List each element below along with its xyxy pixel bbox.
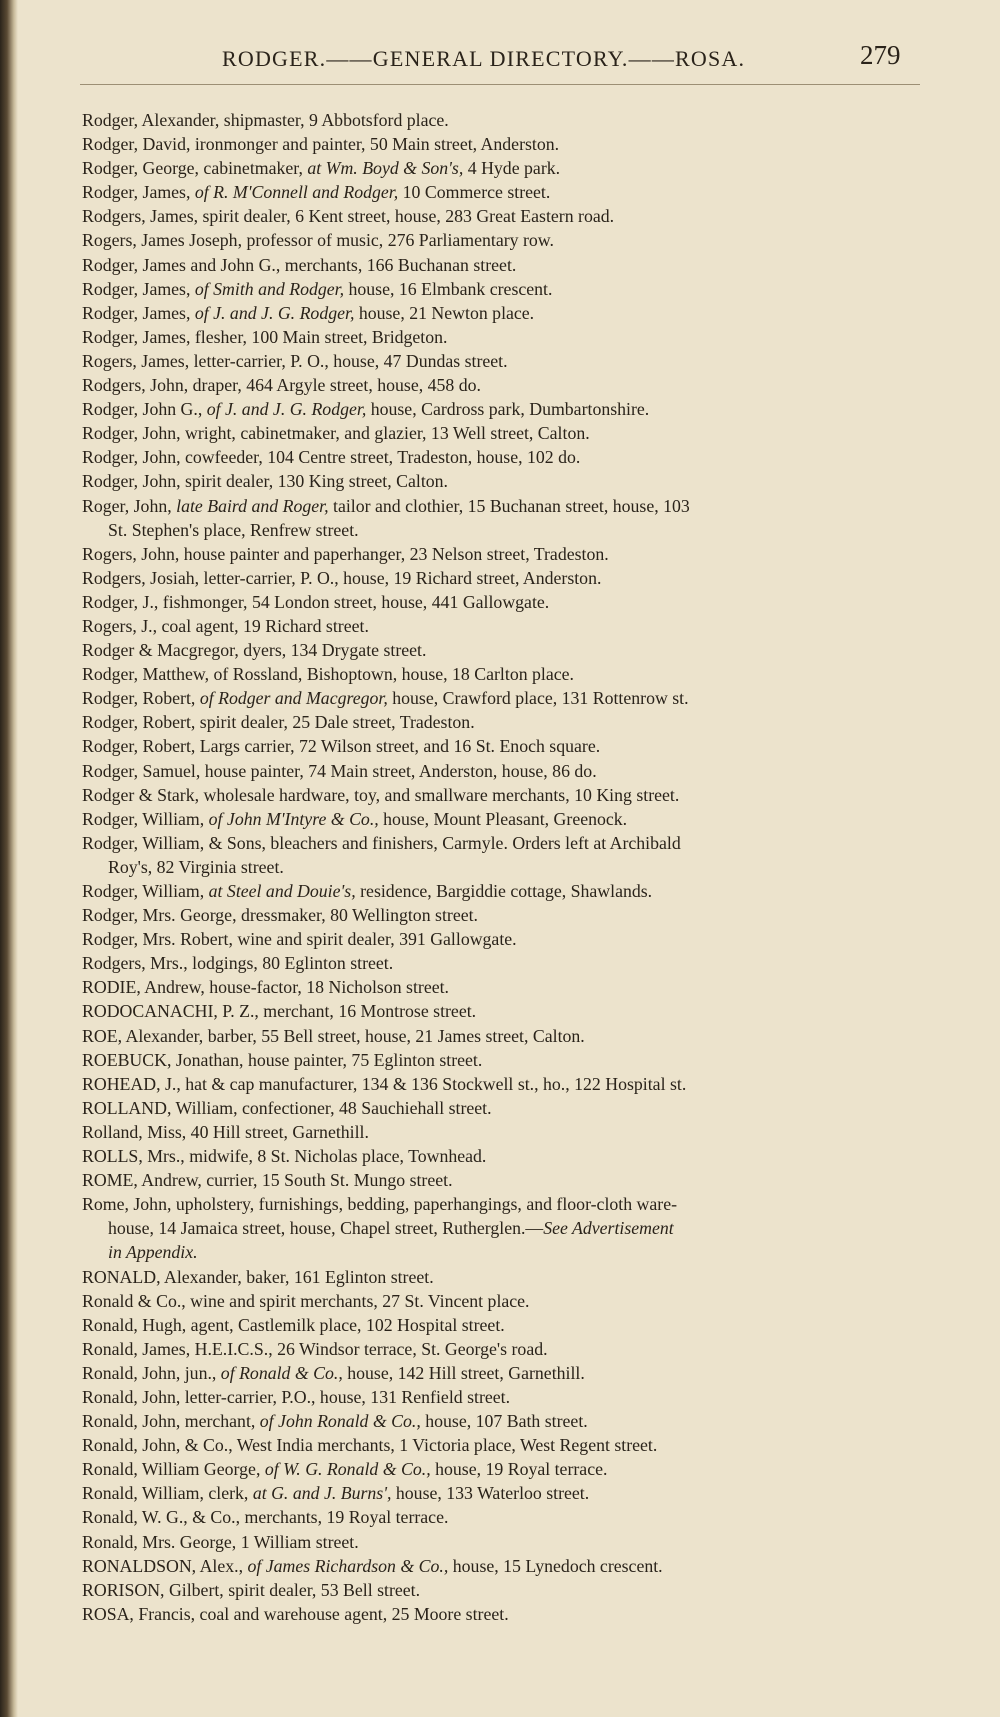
entry-text: house, 19 Royal terrace. [430,1459,608,1480]
entry-text: house, Crawford place, 131 Rottenrow st. [387,688,689,709]
entry-text: Ronald, John, jun., [82,1362,221,1383]
entry-italic-text: at Steel and Douie's, [208,881,356,901]
entry-text: Rodger, Robert, Largs carrier, 72 Wilson street, and 16 St. Enoch square. [82,736,601,757]
directory-entry [82,1096,922,1120]
entry-text: Rolland, Miss, 40 Hill street, Garnethill. [82,1121,369,1142]
entry-text: Rogers, James Joseph, professor of music, 276 Parliamentary row. [82,230,554,251]
entry-italic-text: in Appendix. [108,1242,198,1263]
directory-entry [82,1578,922,1602]
directory-entry [82,1024,922,1048]
directory-entry [82,301,922,325]
directory-entry [82,662,922,686]
entry-text: Ronald, John, letter-carrier, P.O., house, 131 Renfield street. [82,1386,511,1407]
entry-text: Rogers, James, letter-carrier, P. O., house, 47 Dundas street. [82,350,508,371]
directory-entry [82,156,922,180]
entry-text: Rodger, Alexander, shipmaster, 9 Abbotsford place. [82,110,449,130]
entry-text: Rodger, John, wright, cabinetmaker, and glazier, 13 Well street, Calton. [82,423,590,444]
directory-entry [82,1361,922,1385]
entry-text: RODIE, Andrew, house-factor, 18 Nicholson street. [82,977,450,998]
directory-entry [82,494,922,542]
directory-entry [82,1457,922,1481]
entry-italic-text: of Ronald & Co., [220,1362,343,1383]
header-rule [80,84,920,85]
entry-italic-text: at G. and J. Burns', [252,1483,392,1504]
entry-text: ROME, Andrew, currier, 15 South St. Mungo street. [82,1170,453,1191]
directory-entry [82,325,922,349]
directory-entry [82,108,922,132]
directory-entry [82,228,922,252]
entry-italic-text: of John M'Intyre & Co., [208,808,379,829]
entry-italic-text: of Rodger and Macgregor, [199,688,388,709]
directory-entry [82,542,922,566]
entry-text: Ronald, James, H.E.I.C.S., 26 Windsor terrace, St. George's road. [82,1338,548,1359]
entry-text: Rodger, James, [82,302,195,323]
directory-entry [82,204,922,228]
entry-text: Rodger, James, flesher, 100 Main street, Bridgeton. [82,326,448,347]
entry-italic-text: of R. M'Connell and Rodger, [194,182,399,203]
entry-text: Rodger, William, & Sons, bleachers and finishers, Carmyle. Orders left at Archibald [82,832,681,853]
directory-entries [82,108,922,1626]
entry-text: Rodger & Stark, wholesale hardware, toy, and smallware merchants, 10 King street. [82,784,680,805]
directory-entry [82,1530,922,1554]
entry-text: Rodger, Robert, spirit dealer, 25 Dale street, Tradeston. [82,712,475,733]
directory-entry [82,1289,922,1313]
directory-entry [82,469,922,493]
entry-text: Rodger, Mrs. George, dressmaker, 80 Wellington street. [82,905,478,926]
entry-italic-text: late Baird and Roger, [176,495,329,516]
entry-text: St. Stephen's place, Renfrew street. [108,519,359,540]
entry-italic-text: of J. and J. G. Rodger, [206,399,367,420]
entry-italic-text: of J. and J. G. Rodger, [194,302,355,323]
directory-entry [82,1481,922,1505]
entry-text: Rodger, John, cowfeeder, 104 Centre street, Tradeston, house, 102 do. [82,447,581,468]
entry-text: ROSA, Francis, coal and warehouse agent, 25 Moore street. [82,1603,509,1624]
entry-text: RODOCANACHI, P. Z., merchant, 16 Montrose street. [82,1001,477,1022]
directory-entry [82,1433,922,1457]
directory-entry [82,927,922,951]
entry-text: Rodger, John G., [82,399,207,420]
entry-text: house, 107 Bath street. [420,1411,588,1432]
entry-text: house, 21 Newton place. [354,302,535,323]
entry-text: house, Mount Pleasant, Greenock. [378,808,628,829]
running-head: RODGER.——GENERAL DIRECTORY.——ROSA. [222,46,746,71]
entry-text: Rodgers, John, draper, 464 Argyle street, house, 458 do. [82,375,481,396]
entry-text: Rodger, John, spirit dealer, 130 King street, Calton. [82,471,448,492]
directory-entry [82,1265,922,1289]
directory-entry [82,1602,922,1626]
entry-text: ROEBUCK, Jonathan, house painter, 75 Eglinton street. [82,1049,483,1070]
entry-text: ROE, Alexander, barber, 55 Bell street, house, 21 James street, Calton. [82,1025,585,1046]
directory-entry [82,1505,922,1529]
entry-text: house, 16 Elmbank crescent. [344,278,553,299]
directory-entry [82,1554,922,1578]
directory-entry [82,180,922,204]
entry-italic-text: of W. G. Ronald & Co., [264,1459,431,1480]
entry-text: house, 142 Hill street, Garnethill. [342,1362,585,1383]
page-binding-edge [0,0,18,1717]
entry-text: ROHEAD, J., hat & cap manufacturer, 134 & 136 Stockwell st., ho., 122 Hospital st. [82,1073,687,1094]
entry-italic-text: at Wm. Boyd & Son's, [307,158,464,179]
entry-text: Rodgers, Mrs., lodgings, 80 Eglinton street. [82,953,394,974]
directory-entry [82,831,922,879]
entry-text: Rodger, George, cabinetmaker, [82,158,308,179]
entry-text: house, 133 Waterloo street. [391,1483,590,1504]
directory-entry [82,1192,922,1264]
entry-text: Roger, John, [82,495,177,516]
directory-entry [82,975,922,999]
directory-entry [82,1144,922,1168]
entry-italic-text: of John Ronald & Co., [259,1411,421,1432]
directory-entry [82,253,922,277]
entry-text: Ronald, John, merchant, [82,1411,260,1432]
entry-text: Ronald & Co., wine and spirit merchants, 27 St. Vincent place. [82,1290,530,1311]
entry-text: ROLLS, Mrs., midwife, 8 St. Nicholas place, Townhead. [82,1146,487,1167]
directory-entry [82,999,922,1023]
entry-text: 10 Commerce street. [398,182,551,203]
directory-entry [82,421,922,445]
entry-text: Rodger, William, [82,881,209,901]
directory-entry [82,710,922,734]
entry-text: house, Cardross park, Dumbartonshire. [366,399,650,420]
directory-entry [82,1168,922,1192]
directory-entry [82,445,922,469]
entry-text: Rodger, David, ironmonger and painter, 50 Main street, Anderston. [82,134,560,155]
entry-text: Rome, John, upholstery, furnishings, bedding, paperhangings, and floor-cloth ware- [82,1194,678,1215]
directory-entry [82,349,922,373]
page-number: 279 [860,40,901,70]
entry-text: Rodger & Macgregor, dyers, 134 Drygate street. [82,640,427,661]
directory-entry [82,1072,922,1096]
entry-text: Rodger, James, [82,182,195,203]
directory-entry [82,734,922,758]
entry-italic-text: of James Richardson & Co., [247,1555,449,1576]
directory-entry [82,638,922,662]
directory-entry [82,879,922,903]
entry-text: Rodger, Samuel, house painter, 74 Main street, Anderston, house, 86 do. [82,760,597,781]
entry-text: 4 Hyde park. [463,158,561,179]
entry-text: tailor and clothier, 15 Buchanan street, house, 103 [328,495,690,516]
page-header [0,38,1000,78]
directory-entry [82,1385,922,1409]
directory-entry [82,373,922,397]
entry-text: Rodger, Mrs. Robert, wine and spirit dealer, 391 Gallowgate. [82,929,517,950]
entry-text: Rogers, John, house painter and paperhanger, 23 Nelson street, Tradeston. [82,543,609,564]
directory-entry [82,614,922,638]
entry-text: ROLLAND, William, confectioner, 48 Sauchiehall street. [82,1097,492,1118]
entry-text: Roy's, 82 Virginia street. [108,856,284,877]
entry-text: Rodgers, Josiah, letter-carrier, P. O., house, 19 Richard street, Anderston. [82,567,602,588]
directory-entry [82,951,922,975]
entry-text: Ronald, William, clerk, [82,1483,253,1504]
directory-entry [82,1313,922,1337]
entry-italic-text: of Smith and Rodger, [194,278,345,299]
directory-entry [82,783,922,807]
entry-text: Rodger, Matthew, of Rossland, Bishoptown, house, 18 Carlton place. [82,664,574,685]
entry-text: Rodger, William, [82,808,209,829]
directory-entry [82,1120,922,1144]
entry-text: Ronald, Mrs. George, 1 William street. [82,1531,359,1552]
entry-italic-text: See Advertisement [543,1218,674,1239]
entry-text: Rodger, James and John G., merchants, 166 Buchanan street. [82,254,517,275]
entry-text: Ronald, Hugh, agent, Castlemilk place, 102 Hospital street. [82,1314,505,1335]
entry-text: RORISON, Gilbert, spirit dealer, 53 Bell street. [82,1579,421,1600]
directory-entry [82,1048,922,1072]
directory-entry [82,1409,922,1433]
directory-entry [82,397,922,421]
directory-entry [82,686,922,710]
entry-text: Ronald, John, & Co., West India merchants, 1 Victoria place, West Regent street. [82,1435,658,1456]
directory-entry [82,277,922,301]
entry-text: Rodger, Robert, [82,688,200,709]
entry-text: house, 15 Lynedoch crescent. [448,1555,663,1576]
entry-text: Ronald, William George, [82,1459,265,1480]
entry-text: RONALDSON, Alex., [82,1555,248,1576]
entry-text: Rogers, J., coal agent, 19 Richard street. [82,615,369,636]
entry-text: RONALD, Alexander, baker, 161 Eglinton street. [82,1266,434,1287]
entry-text: Rodger, James, [82,278,195,299]
entry-text: residence, Bargiddie cottage, Shawlands. [355,881,653,901]
directory-entry [82,590,922,614]
directory-entry [82,132,922,156]
directory-entry [82,903,922,927]
entry-text: Rodger, J., fishmonger, 54 London street, house, 441 Gallowgate. [82,591,550,612]
entry-text: Ronald, W. G., & Co., merchants, 19 Royal terrace. [82,1507,449,1528]
directory-entry [82,759,922,783]
directory-entry [82,1337,922,1361]
directory-entry [82,807,922,831]
entry-text: house, 14 Jamaica street, house, Chapel street, Rutherglen.— [108,1218,544,1239]
directory-entry [82,566,922,590]
entry-text: Rodgers, James, spirit dealer, 6 Kent street, house, 283 Great Eastern road. [82,206,615,227]
